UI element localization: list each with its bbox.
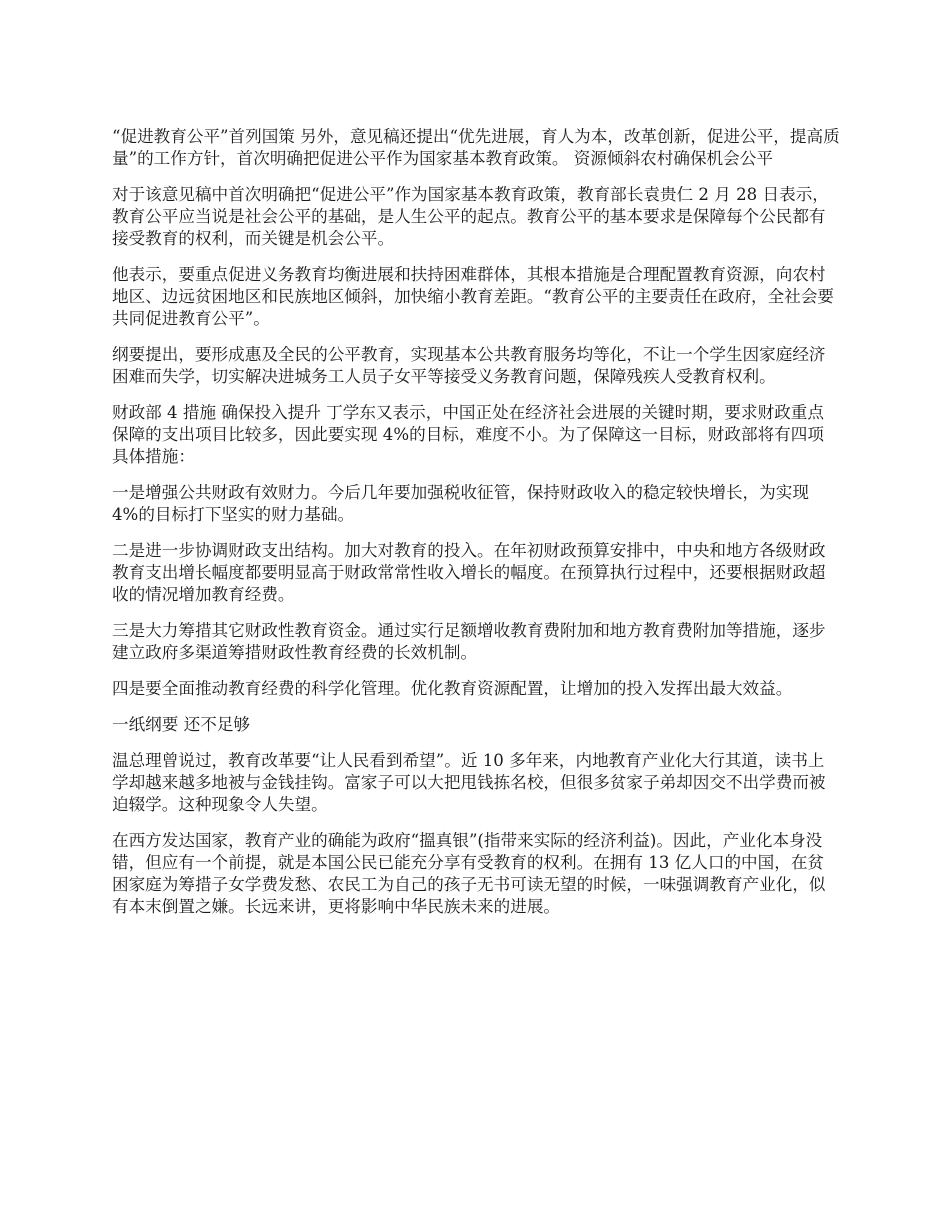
- paragraph-2: 对于该意见稿中首次明确把“促进公平”作为国家基本教育政策，教育部长袁贵仁 2 月 28 日表示，教育公平应当说是社会公平的基础，是人生公平的起点。教育公平的基本要求是保障每个公民都有接受教育的权利，而关键是机会公平。: [112, 185, 829, 248]
- paragraph-10: 温总理曾说过，教育改革要“让人民看到希望”。近 10 多年来，内地教育产业化大行其道，读书上学却越来越多地被与金钱挂钩。富家子可以大把甩钱拣名校，但很多贫家子弟却因交不出学费而被迫辍学。这种现象令人失望。: [112, 751, 826, 814]
- paragraph-6: 一是增强公共财政有效财力。今后几年要加强税收征管，保持财政收入的稳定较快增长，为实现 4%的目标打下坚实的财力基础。: [112, 483, 809, 524]
- paragraph-5: 财政部 4 措施 确保投入提升 丁学东又表示，中国正处在经济社会进展的关键时期，要求财政重点保障的支出项目比较多，因此要实现 4%的目标，难度不小。为了保障这一目标，财政部将有四项具体措施：: [112, 403, 824, 466]
- document-body: [112, 126, 840, 932]
- paragraph-7: 二是进一步协调财政支出结构。加大对教育的投入。在年初财政预算安排中，中央和地方各级财政教育支出增长幅度都要明显高于财政常常性收入增长的幅度。在预算执行过程中，还要根据财政超收的情况增加教育经费。: [112, 541, 826, 604]
- paragraph-1: “促进教育公平”首列国策 另外，意见稿还提出“优先进展，育人为本，改革创新，促进公平，提高质量”的工作方针，首次明确把促进公平作为国家基本教育政策。 资源倾斜农村确保机会公平: [112, 127, 840, 168]
- paragraph-9: 四是要全面推动教育经费的科学化管理。优化教育资源配置，让增加的投入发挥出最大效益。: [112, 679, 793, 698]
- paragraph-11: 在西方发达国家，教育产业的确能为政府“搵真银”(指带来实际的经济利益)。因此，产业化本身没错，但应有一个前提，就是本国公民已能充分享有受教育的权利。在拥有 13 亿人口的中国，在贫困家庭为筹措子女学费发愁、农民工为自己的孩子无书可读无望的时候，一味强调教育产业化，似有本末倒置之嫌。长远来讲，更将影响中华民族未来的进展。: [112, 831, 826, 916]
- paragraph-4: 纲要提出，要形成惠及全民的公平教育，实现基本公共教育服务均等化，不让一个学生因家庭经济困难而失学，切实解决进城务工人员子女平等接受义务教育问题，保障残疾人受教育权利。: [112, 345, 826, 386]
- paragraph-8: 三是大力筹措其它财政性教育资金。通过实行足额增收教育费附加和地方教育费附加等措施，逐步建立政府多渠道筹措财政性教育经费的长效机制。: [112, 621, 826, 662]
- paragraph-3: 他表示，要重点促进义务教育均衡进展和扶持困难群体，其根本措施是合理配置教育资源，向农村地区、边远贫困地区和民族地区倾斜，加快缩小教育差距。“教育公平的主要责任在政府，全社会要共同促进教育公平”。: [112, 265, 835, 328]
- section-heading: 一纸纲要 还不足够: [112, 715, 251, 734]
